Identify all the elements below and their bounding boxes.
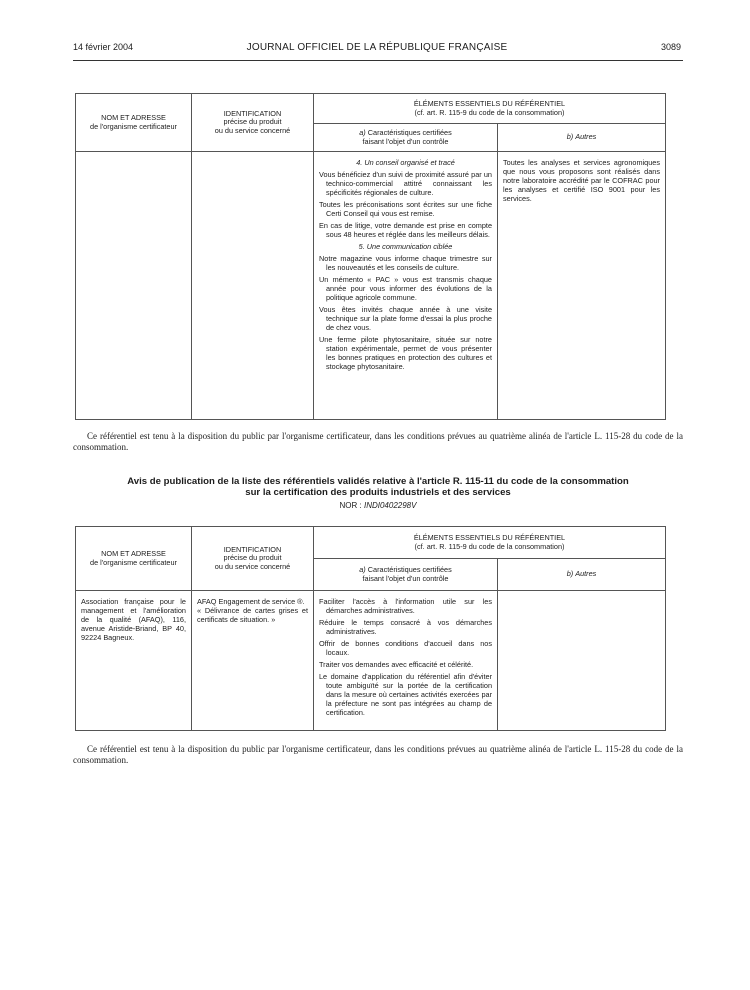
running-header: [73, 42, 681, 56]
col-elements-header-line1: ÉLÉMENTS ESSENTIELS DU RÉFÉRENTIEL: [413, 99, 566, 108]
col-b-label: Autres: [575, 569, 597, 579]
other-text: Toutes les analyses et services agronomiques que nous vous proposons sont réalisés dans notre laboratoire accrédité par le COFRAC pour les analyses et certifié ISO 9001 pour les services.: [503, 158, 660, 203]
list-item: Une ferme pilote phytosanitaire, située sur notre station expérimentale, permet de vous présenter les bonnes pratiques en protection des cultures et stockage phytosanitaire.: [319, 335, 492, 371]
col-org-header: [76, 94, 192, 152]
availability-note-2: [73, 744, 683, 766]
col-a-label: Caractéristiques certifiées: [367, 128, 452, 137]
list-item: Vous êtes invités chaque année à une visite technique sur la plate forme d'essai la plus proche de chez vous.: [319, 305, 492, 332]
col-ident-header-line1: IDENTIFICATION: [223, 108, 282, 118]
other-cell: [498, 152, 666, 420]
ident-cell: [192, 591, 314, 731]
section-title-5: 5. Une communication ciblée: [358, 242, 453, 251]
col-a-prefix: a): [359, 565, 366, 574]
list-item: Réduire le temps consacré à vos démarches administratives.: [319, 618, 492, 636]
header-date: 14 février 2004: [73, 42, 134, 52]
list-item: Un mémento « PAC » vous est transmis chaque année pour vous informer des évolutions de la politique agricole commune.: [319, 275, 492, 302]
col-a-prefix: a): [359, 128, 366, 137]
col-elements-header: [314, 94, 666, 124]
col-org-header-line2: de l'organisme certificateur: [90, 557, 177, 567]
col-a-header-line2: faisant l'objet d'un contrôle: [362, 573, 449, 583]
org-cell: [76, 591, 192, 731]
header-rule: [73, 60, 683, 61]
other-cell: [498, 591, 666, 731]
availability-note-1: [73, 431, 683, 453]
col-elements-header-line1: ÉLÉMENTS ESSENTIELS DU RÉFÉRENTIEL: [413, 533, 566, 542]
col-ident-header-line1: IDENTIFICATION: [223, 544, 282, 554]
col-elements-header: [314, 527, 666, 559]
col-a-header: [314, 559, 498, 591]
service-name: AFAQ Engagement de service ®.: [197, 597, 305, 606]
col-b-header: [498, 559, 666, 591]
list-item: Traiter vos demandes avec efficacité et célérité.: [319, 660, 474, 669]
availability-note-2-text: Ce référentiel est tenu à la disposition du public par l'organisme certificateur, dans les conditions prévues au quatrième alinéa de l'article L. 115-28 du code de la consommation.: [73, 744, 683, 765]
col-elements-header-line2: (cf. art. R. 115-9 du code de la consommation): [414, 107, 565, 117]
col-org-header: [76, 527, 192, 591]
notice-title-line2: sur la certification des produits industriels et des services: [245, 487, 511, 498]
characteristics-cell: [314, 152, 498, 420]
list-item: En cas de litige, votre demande est prise en compte sous 48 heures et réglée dans les meilleurs délais.: [319, 221, 492, 239]
journal-title: JOURNAL OFFICIEL DE LA RÉPUBLIQUE FRANÇAISE: [246, 42, 508, 53]
col-org-header-line1: NOM ET ADRESSE: [101, 113, 166, 122]
col-ident-header-line2: précise du produit: [223, 117, 282, 127]
col-ident-header: [192, 527, 314, 591]
service-scope: « Délivrance de cartes grises et certificats de situation. »: [197, 606, 308, 624]
referentiel-table-1: [75, 93, 666, 420]
nor-reference: [73, 501, 683, 510]
org-cell: [76, 152, 192, 420]
org-name-address: Association française pour le management et l'amélioration de la qualité (AFAQ), 116, avenue Aristide-Briand, BP 40, 92224 Bagneux.: [81, 597, 186, 642]
col-org-header-line1: NOM ET ADRESSE: [101, 549, 166, 558]
characteristics-cell: [314, 591, 498, 731]
col-a-header-line2: faisant l'objet d'un contrôle: [362, 136, 449, 146]
col-b-prefix: b): [566, 132, 574, 142]
col-ident-header-line2: précise du produit: [223, 553, 282, 563]
col-a-label: Caractéristiques certifiées: [367, 565, 452, 574]
col-b-header: [498, 124, 666, 152]
nor-code: INDI0402298V: [363, 501, 417, 510]
col-ident-header: [192, 94, 314, 152]
list-item: Vous bénéficiez d'un suivi de proximité assuré par un technico-commercial attitré connaissant les spécificités régionales de culture.: [319, 170, 492, 197]
page-number: 3089: [660, 42, 681, 52]
referentiel-table-2: [75, 526, 666, 731]
list-item: Le domaine d'application du référentiel afin d'éviter toute ambiguïté sur la portée de la certification dans la mesure où certaines activités exercées par la préfecture ne sont pas intégrées au champ de certification.: [319, 672, 492, 717]
col-b-label: Autres: [575, 132, 597, 142]
notice-title: [73, 476, 683, 498]
ident-cell: [192, 152, 314, 420]
col-ident-header-line3: ou du service concerné: [214, 561, 291, 571]
list-item: Faciliter l'accès à l'information utile sur les démarches administratives.: [319, 597, 492, 615]
col-org-header-line2: de l'organisme certificateur: [90, 121, 177, 131]
nor-label: NOR :: [339, 501, 362, 510]
list-item: Notre magazine vous informe chaque trimestre sur les nouveautés et les conseils de culture.: [319, 254, 492, 272]
availability-note-1-text: Ce référentiel est tenu à la disposition du public par l'organisme certificateur, dans les conditions prévues au quatrième alinéa de l'article L. 115-28 du code de la consommation.: [73, 431, 683, 452]
notice-title-line1: Avis de publication de la liste des référentiels validés relative à l'article R. 115-11 du code de la consommation: [127, 476, 629, 487]
col-a-header: [314, 124, 498, 152]
col-elements-header-line2: (cf. art. R. 115-9 du code de la consommation): [414, 541, 565, 551]
list-item: Offrir de bonnes conditions d'accueil dans nos locaux.: [319, 639, 492, 657]
list-item: Toutes les préconisations sont écrites sur une fiche Certi Conseil qui vous est remise.: [319, 200, 492, 218]
col-ident-header-line3: ou du service concerné: [214, 125, 291, 135]
section-title-4: 4. Un conseil organisé et tracé: [356, 158, 455, 167]
col-b-prefix: b): [566, 569, 574, 579]
